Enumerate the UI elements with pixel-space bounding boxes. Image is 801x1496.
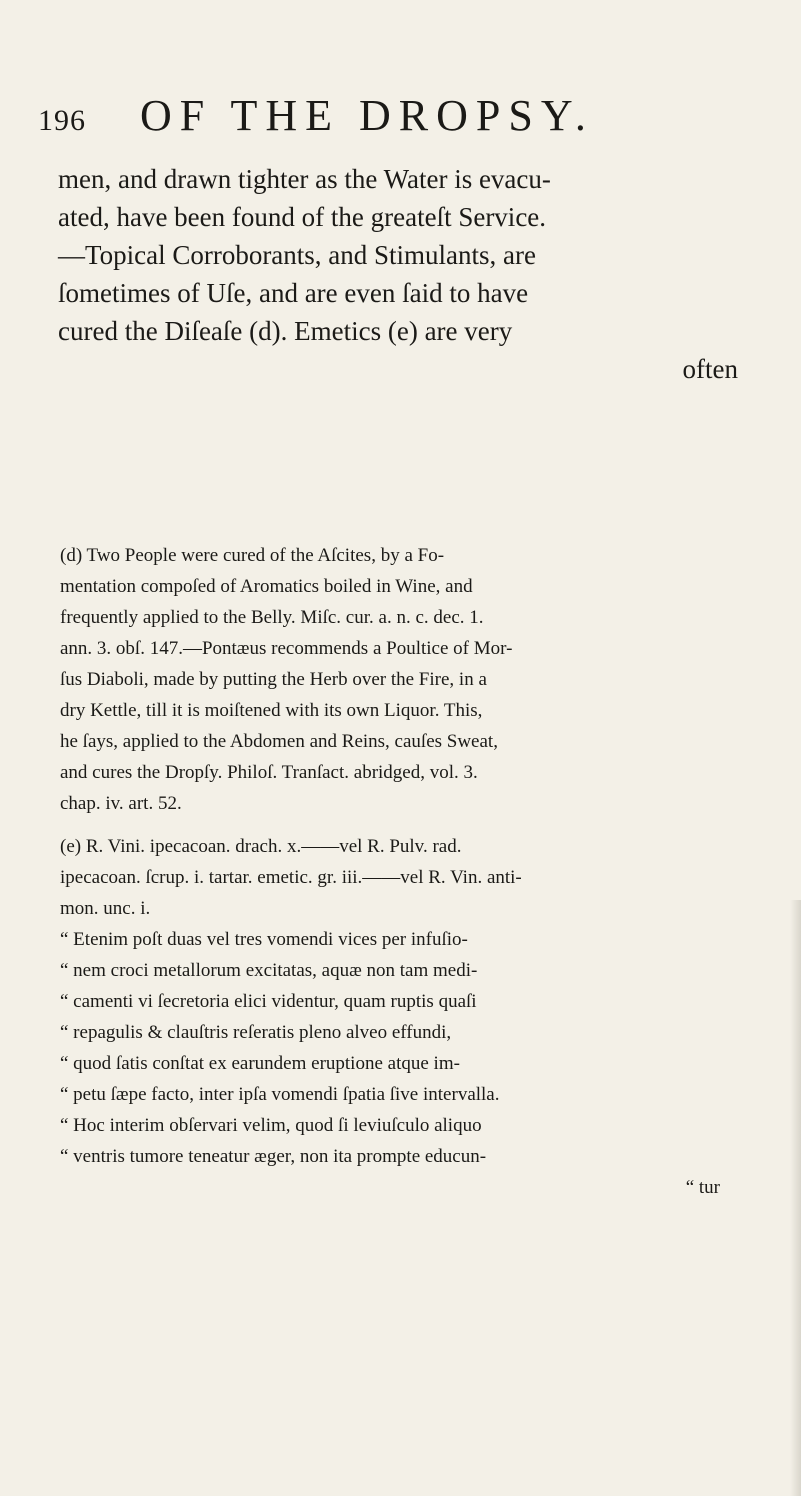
text-line: ated, have been found of the greateſt Service.	[58, 202, 547, 232]
footnote-line: “ petu ſæpe facto, inter ipſa vomendi ſpatia ſive intervalla.	[60, 1084, 500, 1105]
footnote-line: mentation compoſed of Aromatics boiled in Wine, and	[60, 576, 473, 597]
text-line: cured the Diſeaſe (d). Emetics (e) are very	[58, 316, 513, 346]
footnote-d	[60, 540, 740, 819]
footnote-line: ann. 3. obſ. 147.—Pontæus recommends a Poultice of Mor-	[60, 638, 513, 659]
footnote-line: “ quod ſatis conſtat ex earundem eruptione atque im-	[60, 1053, 460, 1074]
main-paragraph	[58, 160, 738, 384]
footnote-line: “ nem croci metallorum excitatas, aquæ non tam medi-	[60, 960, 478, 981]
text-line: men, and drawn tighter as the Water is evacu-	[58, 164, 551, 194]
catchword: often	[682, 354, 738, 384]
text-line: —Topical Corroborants, and Stimulants, are	[58, 240, 537, 270]
footnote-line: ipecacoan. ſcrup. i. tartar. emetic. gr. iii.——vel R. Vin. anti-	[60, 867, 522, 888]
page-number: 196	[38, 104, 86, 137]
footnote-line: frequently applied to the Belly. Miſc. cur. a. n. c. dec. 1.	[60, 607, 484, 628]
spacer	[60, 819, 740, 831]
footnote-catchword: “ tur	[685, 1177, 720, 1198]
footnote-line: “ camenti vi ſecretoria elici videntur, quam ruptis quaſi	[60, 991, 477, 1012]
running-title: OF THE DROPSY.	[140, 91, 594, 140]
footnote-line: “ Etenim poſt duas vel tres vomendi vices per infuſio-	[60, 929, 468, 950]
footnote-line: ſus Diaboli, made by putting the Herb over the Fire, in a	[60, 669, 487, 690]
page-header	[38, 90, 738, 150]
footnote-line: “ repagulis & clauſtris reſeratis pleno alveo effundi,	[60, 1022, 452, 1043]
footnote-line: mon. unc. i.	[60, 898, 151, 919]
footnote-line: he ſays, applied to the Abdomen and Reins, cauſes Sweat,	[60, 731, 498, 752]
text-line: ſometimes of Uſe, and are even ſaid to have	[58, 278, 529, 308]
footnotes	[60, 540, 740, 1203]
footnote-line: “ Hoc interim obſervari velim, quod ſi leviuſculo aliquo	[60, 1115, 482, 1136]
footnote-line: chap. iv. art. 52.	[60, 793, 182, 814]
page-edge-shadow	[790, 900, 801, 1496]
footnote-line: (d) Two People were cured of the Aſcites, by a Fo-	[60, 545, 445, 566]
footnote-e	[60, 831, 740, 1203]
footnote-line: and cures the Dropſy. Philoſ. Tranſact. abridged, vol. 3.	[60, 762, 478, 783]
footnote-line: (e) R. Vini. ipecacoan. drach. x.——vel R. Pulv. rad.	[60, 836, 462, 857]
footnote-line: “ ventris tumore teneatur æger, non ita prompte educun-	[60, 1146, 487, 1167]
footnote-line: dry Kettle, till it is moiſtened with its own Liquor. This,	[60, 700, 483, 721]
